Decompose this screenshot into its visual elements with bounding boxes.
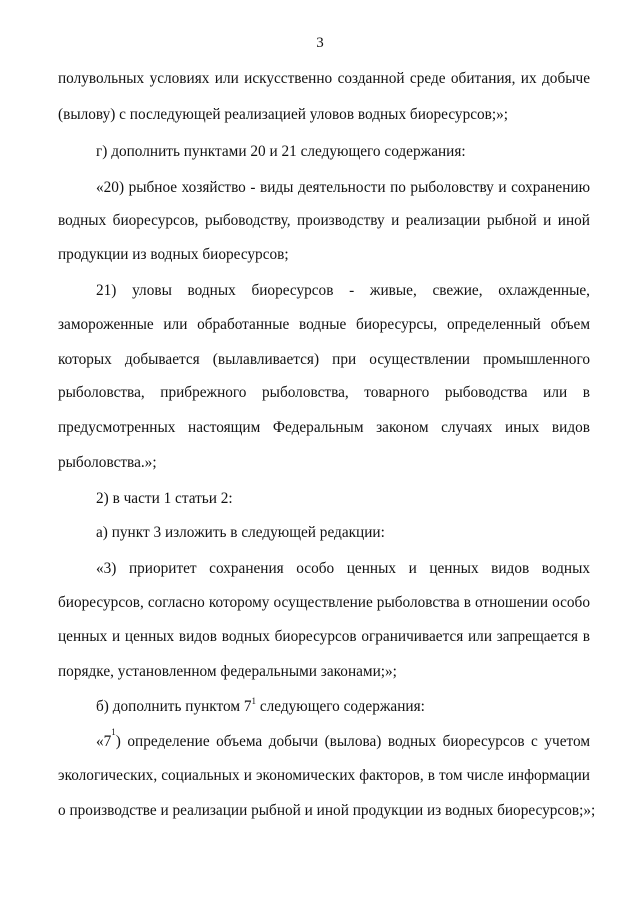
text-fragment: б) дополнить пунктом 7 xyxy=(96,698,252,715)
text-line: полувольных условиях или искусственно созданной среде обитания, их добыче xyxy=(58,70,590,87)
text-line: «3) приоритет сохранения особо ценных и ценных видов водных xyxy=(96,560,590,577)
text-line: экологических, социальных и экономических факторов, в том числе информации xyxy=(58,767,590,784)
superscript: 1 xyxy=(111,727,116,737)
page-number: 3 xyxy=(316,35,324,51)
text-line: предусмотренных настоящим Федеральным законом случаях иных видов xyxy=(58,419,590,436)
text-line: водных биоресурсов, рыбоводству, производству и реализации рыбной и иной xyxy=(58,212,590,229)
text-line: 2) в части 1 статьи 2: xyxy=(96,490,233,507)
text-fragment: «7 xyxy=(96,733,112,750)
text-fragment: ) определение объема добычи (вылова) водных биоресурсов с учетом xyxy=(115,733,590,750)
text-line: «20) рыбное хозяйство - виды деятельности по рыболовству и сохранению xyxy=(96,179,590,196)
text-line: биоресурсов, согласно которому осуществление рыболовства в отношении особо xyxy=(58,594,590,611)
text-line: а) пункт 3 изложить в следующей редакции: xyxy=(96,524,385,541)
text-line: рыболовства.»; xyxy=(58,454,157,471)
text-line: (вылову) с последующей реализацией уловов водных биоресурсов;»; xyxy=(58,106,509,123)
text-line: ценных и ценных видов водных биоресурсов ограничивается или запрещается в xyxy=(58,628,590,645)
text-line: порядке, установленном федеральными законами;»; xyxy=(58,663,397,680)
text-line: замороженные или обработанные водные биоресурсы, определенный объем xyxy=(58,316,590,333)
superscript: 1 xyxy=(251,695,257,706)
text-line xyxy=(96,695,590,716)
text-fragment: следующего содержания: xyxy=(259,698,425,715)
text-line: которых добывается (вылавливается) при осуществлении промышленного xyxy=(58,351,590,368)
text-line xyxy=(96,727,590,751)
text-line: 21) уловы водных биоресурсов - живые, свежие, охлажденные, xyxy=(96,282,590,299)
text-line: г) дополнить пунктами 20 и 21 следующего содержания: xyxy=(96,143,466,160)
text-line: рыболовства, прибрежного рыболовства, товарного рыбоводства или в xyxy=(58,384,590,401)
text-line: о производстве и реализации рыбной и иной продукции из водных биоресурсов;»; xyxy=(58,802,596,819)
text-line: продукции из водных биоресурсов; xyxy=(58,246,289,263)
